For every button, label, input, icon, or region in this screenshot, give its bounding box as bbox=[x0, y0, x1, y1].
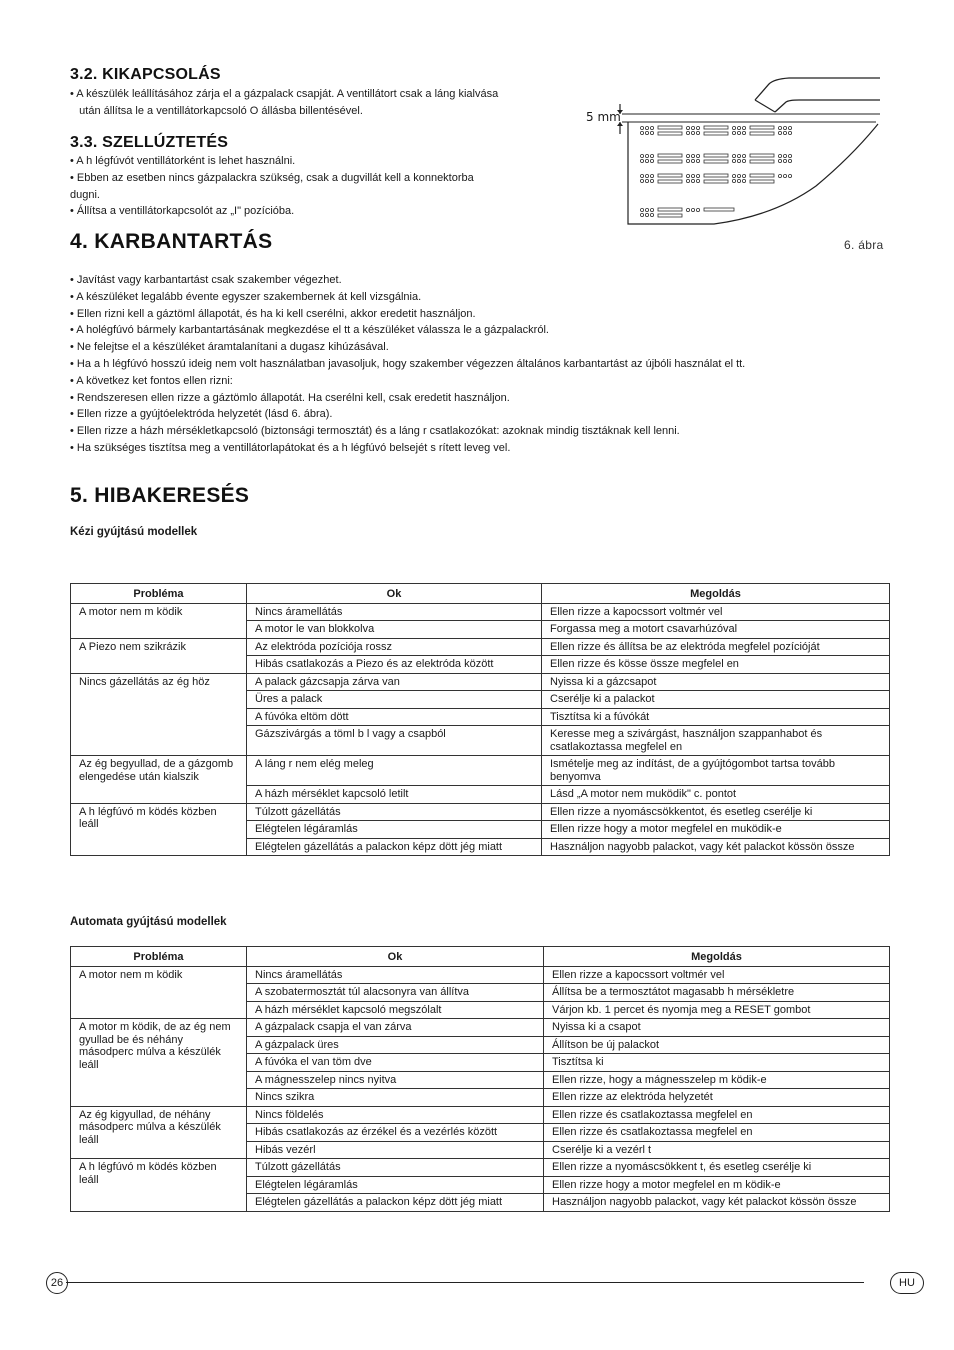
problem-cell: A h légfúvó m ködés közben leáll bbox=[71, 1159, 247, 1212]
manual-troubleshooting-table bbox=[70, 583, 890, 856]
cause-cell: Az elektróda pozíciója rossz bbox=[247, 638, 542, 656]
solution-cell: Tisztítsa ki bbox=[544, 1054, 890, 1072]
cause-cell: Hibás csatlakozás a Piezo és az elektróda között bbox=[247, 656, 542, 674]
cause-cell: A szobatermosztát túl alacsonyra van állítva bbox=[247, 984, 544, 1002]
dimension-label: 5 mm bbox=[586, 110, 621, 124]
header-solution: Megoldás bbox=[544, 947, 890, 967]
auto-table-body bbox=[71, 966, 890, 1211]
cause-cell: Hibás vezérl bbox=[247, 1141, 544, 1159]
table-header-row bbox=[71, 947, 890, 967]
cause-cell: Üres a palack bbox=[247, 691, 542, 709]
section-3-2-title: 3.2. KIKAPCSOLÁS bbox=[70, 66, 221, 83]
solution-cell: Keresse meg a szivárgást, használjon szappanhabot és csatlakoztassa megfelel en bbox=[542, 726, 890, 756]
solution-cell: Ellen rizze, hogy a mágnesszelep m ködik-e bbox=[544, 1071, 890, 1089]
text-line: • A készüléket legalább évente egyszer szakembernek át kell vizsgálnia. bbox=[70, 290, 422, 303]
solution-cell: Ellen rizze a nyomáscsökkent t, és esetleg cserélje ki bbox=[544, 1159, 890, 1177]
text-line: • A következ ket fontos ellen rizni: bbox=[70, 374, 233, 387]
solution-cell: Ellen rizze hogy a motor megfelel en m ködik-e bbox=[544, 1176, 890, 1194]
cause-cell: Hibás csatlakozás az érzékel és a vezérlés között bbox=[247, 1124, 544, 1142]
header-solution: Megoldás bbox=[542, 584, 890, 604]
footer-rule bbox=[66, 1282, 864, 1283]
cause-cell: Nincs földelés bbox=[247, 1106, 544, 1124]
header-problem: Probléma bbox=[71, 947, 247, 967]
table-row bbox=[71, 756, 890, 786]
solution-cell: Nyissa ki a csapot bbox=[544, 1019, 890, 1037]
solution-cell: Ellen rizze a nyomáscsökkentot, és esetleg cserélje ki bbox=[542, 803, 890, 821]
cause-cell: A fúvóka el van töm dve bbox=[247, 1054, 544, 1072]
text-line: • Ellen rizni kell a gáztöml állapotát, és ha ki kell cserélni, akkor eredetit használjon. bbox=[70, 307, 476, 320]
manual-models-subtitle: Kézi gyújtású modellek bbox=[70, 526, 198, 538]
cause-cell: A palack gázcsapja zárva van bbox=[247, 673, 542, 691]
text-line: dugni. bbox=[70, 188, 100, 201]
table-row bbox=[71, 1106, 890, 1124]
section-4-title: 4. KARBANTARTÁS bbox=[70, 230, 273, 253]
solution-cell: Használjon nagyobb palackot, vagy két palackot kössön össze bbox=[544, 1194, 890, 1212]
cause-cell: Elégtelen légáramlás bbox=[247, 821, 542, 839]
text-line: • A készülék leállításához zárja el a gázpalack csapját. A ventillátort csak a láng kialvása bbox=[70, 88, 499, 100]
solution-cell: Ismételje meg az indítást, de a gyújtógombot tartsa tovább benyomva bbox=[542, 756, 890, 786]
cause-cell: Elégtelen légáramlás bbox=[247, 1176, 544, 1194]
solution-cell: Ellen rizze a kapocssort voltmér vel bbox=[542, 603, 890, 621]
text-line: • Javítást vagy karbantartást csak szakember végezhet. bbox=[70, 274, 342, 286]
section-3-3-text bbox=[70, 153, 560, 220]
figure-caption: 6. ábra bbox=[844, 238, 884, 252]
cause-cell: Gázszivárgás a töml b l vagy a csapból bbox=[247, 726, 542, 756]
text-line: • Ellen rizze a gyújtóelektróda helyzetét (lásd 6. ábra). bbox=[70, 408, 333, 421]
section-3-2-text bbox=[70, 86, 590, 120]
cause-cell: A gázpalack üres bbox=[247, 1036, 544, 1054]
problem-cell: A motor m ködik, de az ég nem gyullad be és néhány másodperc múlva a készülék leáll bbox=[71, 1019, 247, 1107]
cause-cell: Túlzott gázellátás bbox=[247, 1159, 544, 1177]
cause-cell: A láng r nem elég meleg bbox=[247, 756, 542, 786]
table-row bbox=[71, 803, 890, 821]
solution-cell: Ellen rizze és csatlakoztassa megfelel en bbox=[544, 1124, 890, 1142]
text-line: • A holégfúvó bármely karbantartásának megkezdése el tt a készüléket válassza le a gázpalackról. bbox=[70, 324, 549, 337]
cause-cell: Elégtelen gázellátás a palackon képz dött jég miatt bbox=[247, 838, 542, 856]
electrode-diagram-icon bbox=[584, 74, 884, 234]
cause-cell: A motor le van blokkolva bbox=[247, 621, 542, 639]
solution-cell: Forgassa meg a motort csavarhúzóval bbox=[542, 621, 890, 639]
cause-cell: A fúvóka eltöm dött bbox=[247, 708, 542, 726]
text-line: • Ne felejtse el a készüléket áramtalanítani a dugasz kihúzásával. bbox=[70, 341, 389, 354]
problem-cell: Az ég kigyullad, de néhány másodperc múlva a készülék leáll bbox=[71, 1106, 247, 1159]
solution-cell: Cserélje ki a palackot bbox=[542, 691, 890, 709]
problem-cell: A h légfúvó m ködés közben leáll bbox=[71, 803, 247, 856]
table-row bbox=[71, 1019, 890, 1037]
header-cause: Ok bbox=[247, 584, 542, 604]
solution-cell: Várjon kb. 1 percet és nyomja meg a RESET gombot bbox=[544, 1001, 890, 1019]
solution-cell: Állítson be új palackot bbox=[544, 1036, 890, 1054]
solution-cell: Használjon nagyobb palackot, vagy két palackot kössön össze bbox=[542, 838, 890, 856]
page-number: 26 bbox=[46, 1272, 68, 1294]
cause-cell: Nincs áramellátás bbox=[247, 603, 542, 621]
problem-cell: Az ég begyullad, de a gázgomb elengedése után kialszik bbox=[71, 756, 247, 804]
figure-electrode-diagram bbox=[584, 74, 884, 234]
cause-cell: Nincs szikra bbox=[247, 1089, 544, 1107]
cause-cell: Túlzott gázellátás bbox=[247, 803, 542, 821]
text-line: után állítsa le a ventillátorkapcsoló O állásba billentésével. bbox=[70, 104, 363, 117]
auto-models-subtitle: Automata gyújtású modellek bbox=[70, 916, 227, 928]
cause-cell: A házh mérséklet kapcsoló megszólalt bbox=[247, 1001, 544, 1019]
section-3-3-title: 3.3. SZELLÚZTETÉS bbox=[70, 134, 229, 151]
header-problem: Probléma bbox=[71, 584, 247, 604]
section-4-text bbox=[70, 272, 900, 457]
cause-cell: A gázpalack csapja el van zárva bbox=[247, 1019, 544, 1037]
cause-cell: A házh mérséklet kapcsoló letilt bbox=[247, 786, 542, 804]
solution-cell: Ellen rizze hogy a motor megfelel en muködik-e bbox=[542, 821, 890, 839]
problem-cell: A Piezo nem szikrázik bbox=[71, 638, 247, 673]
cause-cell: A mágnesszelep nincs nyitva bbox=[247, 1071, 544, 1089]
text-line: • Ellen rizze a házh mérsékletkapcsoló (biztonsági termosztát) és a láng r csatlakozókat: azoknak mindig tisztáknak kell lenni. bbox=[70, 425, 680, 438]
solution-cell: Ellen rizze az elektróda helyzetét bbox=[544, 1089, 890, 1107]
table-row bbox=[71, 603, 890, 621]
problem-cell: A motor nem m ködik bbox=[71, 966, 247, 1019]
text-line: • Rendszeresen ellen rizze a gáztömlo állapotát. Ha cserélni kell, csak eredetit használjon. bbox=[70, 391, 510, 404]
text-line: • Ha a h légfúvó hosszú ideig nem volt használatban javasoljuk, hogy szakember végezzen általános karbantartást az újbóli használat el tt. bbox=[70, 357, 746, 370]
problem-cell: A motor nem m ködik bbox=[71, 603, 247, 638]
table-header-row bbox=[71, 584, 890, 604]
header-cause: Ok bbox=[247, 947, 544, 967]
solution-cell: Ellen rizze a kapocssort voltmér vel bbox=[544, 966, 890, 984]
text-line: • Ebben az esetben nincs gázpalackra szükség, csak a dugvillát kell a konnektorba bbox=[70, 171, 474, 184]
language-badge: HU bbox=[890, 1272, 924, 1294]
table-row bbox=[71, 638, 890, 656]
solution-cell: Ellen rizze és állítsa be az elektróda megfelel pozícióját bbox=[542, 638, 890, 656]
solution-cell: Ellen rizze és kösse össze megfelel en bbox=[542, 656, 890, 674]
table-row bbox=[71, 966, 890, 984]
problem-cell: Nincs gázellátás az ég höz bbox=[71, 673, 247, 756]
cause-cell: Elégtelen gázellátás a palackon képz dött jég miatt bbox=[247, 1194, 544, 1212]
section-5-title: 5. HIBAKERESÉS bbox=[70, 484, 250, 507]
solution-cell: Lásd „A motor nem muködik" c. pontot bbox=[542, 786, 890, 804]
solution-cell: Állítsa be a termosztátot magasabb h mérsékletre bbox=[544, 984, 890, 1002]
solution-cell: Tisztítsa ki a fúvókát bbox=[542, 708, 890, 726]
solution-cell: Ellen rizze és csatlakoztassa megfelel en bbox=[544, 1106, 890, 1124]
text-line: • Ha szükséges tisztítsa meg a ventillátorlapátokat és a h légfúvó belsejét s rített leveg vel. bbox=[70, 441, 511, 454]
table-row bbox=[71, 673, 890, 691]
manual-table-body bbox=[71, 603, 890, 856]
auto-troubleshooting-table bbox=[70, 946, 890, 1212]
cause-cell: Nincs áramellátás bbox=[247, 966, 544, 984]
text-line: • A h légfúvót ventillátorként is lehet használni. bbox=[70, 155, 296, 167]
table-row bbox=[71, 1159, 890, 1177]
solution-cell: Cserélje ki a vezérl t bbox=[544, 1141, 890, 1159]
text-line: • Állítsa a ventillátorkapcsolót az „I" pozícióba. bbox=[70, 205, 295, 218]
solution-cell: Nyissa ki a gázcsapot bbox=[542, 673, 890, 691]
